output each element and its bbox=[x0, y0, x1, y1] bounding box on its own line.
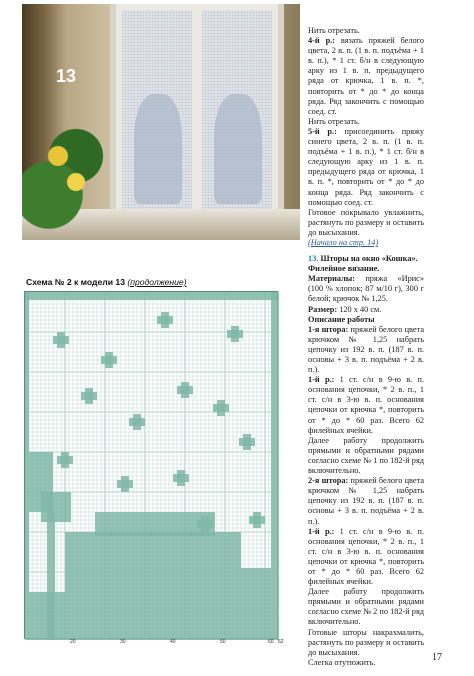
row-label: 5-й р.: bbox=[308, 126, 337, 136]
work-heading: Описание работы bbox=[308, 314, 375, 324]
paragraph: Нить отрезать. bbox=[308, 116, 360, 126]
materials-text: пряжа «Ирис» (100 % хлопок; 87 м/10 г), 300 г белой; крючок № 1,25. bbox=[308, 274, 424, 304]
tick-label: 60 bbox=[268, 639, 274, 645]
paragraph bbox=[308, 127, 424, 208]
snowflake bbox=[213, 404, 229, 412]
filet-crochet-chart bbox=[24, 291, 278, 639]
model-number: 13 bbox=[56, 66, 77, 86]
hill-right bbox=[241, 568, 271, 640]
paragraph bbox=[308, 476, 424, 526]
chart-right-border bbox=[271, 292, 279, 640]
paragraph bbox=[308, 36, 424, 117]
tick-label: 50 bbox=[220, 639, 226, 645]
size-text: 120 х 40 см. bbox=[337, 304, 382, 314]
tree-crown bbox=[41, 492, 71, 522]
curtain-text: пряжей белого цвета крючком № 1,25 набрать цепочку из 192 в. п. (187 в. п. основы + 3 в. п. подъёма + 2 в. п.). bbox=[308, 324, 425, 375]
snowflake bbox=[101, 356, 117, 364]
paragraph: Далее работу продолжить прямыми и обратными рядами согласно схеме № 1 по 182-й ряд включительно. bbox=[308, 435, 424, 476]
tick-label: 30 bbox=[120, 639, 126, 645]
heading-number: 13. bbox=[308, 254, 319, 264]
scheme-title: Схема № 2 к модели 13 bbox=[26, 277, 125, 287]
scheme-caption bbox=[26, 277, 187, 287]
tick-label: 62 bbox=[278, 639, 284, 645]
chart-top-border bbox=[25, 292, 279, 300]
row-text: присоединить пряжу синего цвета, 2 в. п. (1 в. п. подъёма + 1 в. п.), * 1 ст. б/н в следующую арку из 1 в. п. предыдущего ряда от крючка, 1 в. п. *, повторить от * до * до конца ряда. Ряд закончить с помощью соед. ст. bbox=[308, 126, 425, 207]
heading-title: Шторы на окно «Кошка». bbox=[318, 254, 418, 264]
paragraph bbox=[308, 305, 424, 315]
row-label: 1-й р.: bbox=[308, 526, 335, 536]
row-text: вязать пряжей белого цвета, 2 в. п. (1 в. п. подъёма + 1 в. п.), * 1 ст. б/н в следующую арку из 1 в. п. предыдущего ряда от крючка, 1 в. п. *, повторить от * до * до конца ряда. Ряд закончить с помощью соед. ст. bbox=[308, 36, 424, 116]
hill-top bbox=[95, 512, 215, 536]
subheading: Филейное вязание. bbox=[308, 264, 380, 274]
snowflake bbox=[157, 316, 173, 324]
materials-label: Материалы: bbox=[308, 274, 356, 284]
paragraph: Далее работу продолжить прямыми и обратными рядами согласно схеме № 2 по 182-й ряд включительно. bbox=[308, 587, 424, 627]
filet-grid-svg bbox=[25, 292, 279, 640]
snowflake bbox=[177, 386, 193, 394]
paragraph: Готовые шторы накрахмалить, растянуть по размеру и оставить до высыхания. bbox=[308, 627, 424, 657]
hill-left bbox=[29, 592, 65, 640]
chart-tick-labels bbox=[24, 639, 284, 649]
paragraph: Готовое покрывало увлажнить, растянуть по размеру и оставить до высыхания. bbox=[308, 207, 424, 237]
snowflake bbox=[227, 330, 243, 338]
hill bbox=[65, 532, 241, 640]
tick-label: 20 bbox=[70, 639, 76, 645]
chart-left-border bbox=[25, 292, 29, 640]
paragraph: Слегка отутюжить. bbox=[308, 657, 376, 667]
paragraph: Нить отрезать. bbox=[308, 26, 360, 35]
snowflake bbox=[57, 456, 73, 464]
row-text: 1 ст. с/н в 9-ю в. п. основания цепочки, * 2 в. п., 1 ст. с/н в 3-ю в. п. основания цепочки от крючка *, повторить от * до * 60 раз. Всего 62 филейных ячейки. bbox=[308, 375, 425, 435]
curtain-label: 1-я штора: bbox=[308, 324, 349, 334]
instructions-column bbox=[308, 26, 424, 668]
snowflake bbox=[173, 474, 189, 482]
paragraph bbox=[308, 274, 424, 304]
snowflake bbox=[239, 438, 255, 446]
paragraph bbox=[308, 375, 424, 436]
snowflake bbox=[249, 516, 265, 524]
page-number: 17 bbox=[432, 652, 442, 663]
snowflake bbox=[81, 392, 97, 400]
photo-cat-left bbox=[134, 94, 182, 204]
row-label: 4-й р.: bbox=[308, 36, 336, 46]
photo-cat-right bbox=[214, 94, 262, 204]
snowflake bbox=[129, 418, 145, 426]
start-page-link[interactable]: (Начало на стр. 14) bbox=[308, 237, 379, 247]
scheme-continuation: (продолжение) bbox=[127, 277, 187, 287]
section-heading bbox=[308, 254, 424, 264]
photo-flower-plant bbox=[22, 104, 112, 234]
paragraph bbox=[308, 527, 424, 588]
snowflake bbox=[53, 336, 69, 344]
size-label: Размер: bbox=[308, 304, 338, 314]
curtain-label: 2-я штора: bbox=[308, 476, 349, 486]
curtain-text: пряжей белого цвета крючком № 1,25 набрать цепочку из 192 в. п. (187 в. п. основы + 3 в. п. подъёма + 2 в. п.). bbox=[308, 476, 425, 526]
row-text: 1 ст. с/н в 9-ю в. п. основания цепочки, * 2 в. п., 1 ст. с/н в 3-ю в. п. основания цепочки от крючка *, повторить от * до * 60 раз. Всего 62 филейных ячейки. bbox=[308, 526, 425, 587]
paragraph bbox=[308, 325, 424, 375]
paragraph bbox=[308, 238, 424, 248]
curtain-photo bbox=[22, 4, 300, 240]
snowflake bbox=[117, 480, 133, 488]
row-label: 1-й р.: bbox=[308, 375, 335, 385]
tick-label: 40 bbox=[170, 639, 176, 645]
